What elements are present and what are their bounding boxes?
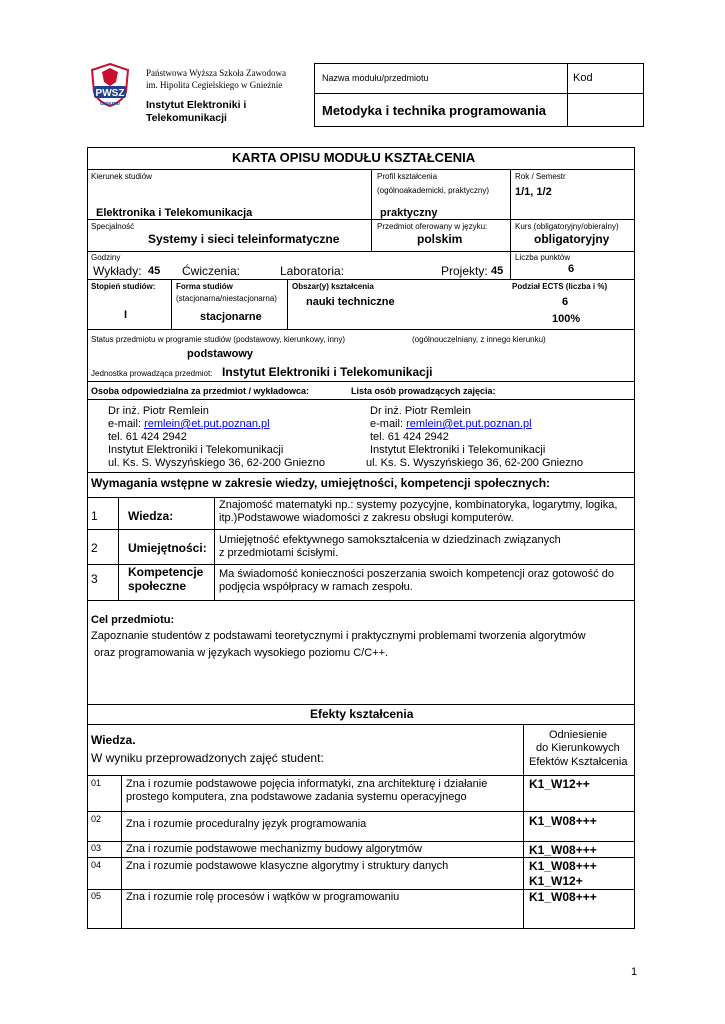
unit-value: Instytut Elektroniki i Telekomunikacji bbox=[222, 365, 433, 379]
requirement-text: Ma świadomość konieczności poszerzania swoich kompetencji oraz gotowość do podjęcia współpracy w ramach zespołu. bbox=[219, 568, 614, 593]
profile-label: Profil kształcenia bbox=[377, 172, 438, 181]
effect-ref: K1_W08+++ bbox=[529, 890, 597, 904]
requirement-text: Umiejętność efektywnego samokształcenia w dziedzinach związanych z przedmiotami ścisłymi. bbox=[219, 534, 561, 559]
language-label: Przedmiot oferowany w języku: bbox=[377, 222, 488, 231]
year-value: 1/1, 1/2 bbox=[515, 186, 552, 198]
profile-sub: (ogólnoakademicki, praktyczny) bbox=[377, 186, 490, 195]
card-title: KARTA OPISU MODUŁU KSZTAŁCENIA bbox=[232, 150, 476, 165]
goal-title: Cel przedmiotu: bbox=[91, 614, 175, 626]
teachers-label: Lista osób prowadzących zajęcia: bbox=[351, 386, 496, 396]
eagle-crest-icon bbox=[88, 62, 132, 108]
effect-text: Zna i rozumie proceduralny język programowania bbox=[126, 818, 367, 830]
email-prefix: e-mail: bbox=[370, 418, 407, 430]
profile-value: praktyczny bbox=[380, 207, 438, 219]
effect-text: Zna i rozumie podstawowe pojęcia informatyki, zna architekturę i działanie prostego komputera, zna podstawowe zadania systemu operacyjnego bbox=[126, 778, 488, 803]
requirement-name-line2: społeczne bbox=[128, 579, 187, 593]
code-label: Kod bbox=[573, 72, 593, 84]
effect-num: 03 bbox=[91, 843, 102, 853]
labs-label: Laboratoria: bbox=[280, 264, 345, 278]
requirement-text: Znajomość matematyki np.: systemy pozycyjne, kombinatoryka, logarytmy, logika, itp.)Podstawowe wiadomości z zakresu obsługi komputerów. bbox=[219, 499, 618, 524]
projects-label: Projekty: bbox=[441, 264, 488, 278]
language-value: polskim bbox=[417, 232, 463, 246]
teacher-email-link[interactable]: remlein@et.put.poznan.pl bbox=[406, 418, 532, 430]
institution-patron: im. Hipolita Cegielskiego w Gnieźnie bbox=[146, 80, 283, 90]
effect-num: 02 bbox=[91, 814, 102, 824]
course-type-label: Kurs (obligatoryjny/obieralny) bbox=[515, 222, 619, 231]
specialty-value: Systemy i sieci teleinformatyczne bbox=[148, 232, 340, 246]
institute-line1: Instytut Elektroniki i bbox=[146, 99, 247, 111]
effect-num: 01 bbox=[91, 778, 102, 788]
responsible-email-link[interactable]: remlein@et.put.poznan.pl bbox=[144, 418, 270, 430]
area-value: nauki techniczne bbox=[306, 296, 395, 308]
reference-line2: do Kierunkowych bbox=[536, 742, 620, 754]
reference-line3: Efektów Kształcenia bbox=[529, 756, 628, 768]
specialty-label: Specjalność bbox=[91, 222, 135, 231]
module-name: Metodyka i technika programowania bbox=[322, 103, 546, 118]
teacher-name: Dr inż. Piotr Remlein bbox=[370, 405, 471, 417]
form-sub: (stacjonarna/niestacjonarna) bbox=[176, 294, 277, 303]
requirement-num: 1 bbox=[91, 509, 98, 523]
requirement-name: Umiejętności: bbox=[128, 541, 207, 555]
form-label: Forma studiów bbox=[176, 282, 233, 291]
area-label: Obszar(y) kształcenia bbox=[292, 282, 374, 291]
effect-ref-2: K1_W12+ bbox=[529, 874, 583, 888]
institution-name: Państwowa Wyższa Szkoła Zawodowa bbox=[146, 68, 287, 78]
responsible-phone: tel. 61 424 2942 bbox=[108, 431, 187, 443]
requirement-num: 3 bbox=[91, 572, 98, 586]
requirement-name-line1: Kompetencje bbox=[128, 565, 204, 579]
teacher-institute: Instytut Elektroniki i Telekomunikacji bbox=[370, 444, 546, 456]
teacher-email-row bbox=[370, 418, 532, 431]
teacher-phone: tel. 61 424 2942 bbox=[370, 431, 449, 443]
effect-ref: K1_W12++ bbox=[529, 777, 590, 791]
effect-ref: K1_W08+++ bbox=[529, 814, 597, 828]
level-label: Stopień studiów: bbox=[91, 282, 156, 291]
institute-line2: Telekomunikacji bbox=[146, 112, 227, 124]
responsible-institute: Instytut Elektroniki i Telekomunikacji bbox=[108, 444, 284, 456]
page-number: 1 bbox=[631, 966, 638, 978]
field-of-study-label: Kierunek studiów bbox=[91, 172, 152, 181]
projects-value: 45 bbox=[491, 265, 504, 277]
form-value: stacjonarne bbox=[200, 311, 262, 323]
unit-label: Jednostka prowadząca przedmiot: bbox=[91, 369, 213, 378]
effect-text: Zna i rozumie podstawowe mechanizmy budowy algorytmów bbox=[126, 843, 422, 855]
goal-line2: oraz programowania w językach wysokiego poziomu C/C++. bbox=[94, 647, 389, 659]
knowledge-title: Wiedza. bbox=[91, 733, 136, 747]
responsible-name: Dr inż. Piotr Remlein bbox=[108, 405, 209, 417]
responsible-email-row bbox=[108, 418, 270, 431]
svg-text:PWSZ: PWSZ bbox=[95, 88, 125, 99]
hours-label: Godziny bbox=[91, 253, 121, 262]
effect-text: Zna i rozumie rolę procesów i wątków w programowaniu bbox=[126, 891, 400, 903]
points-label: Liczba punktów bbox=[515, 253, 571, 262]
lectures-label: Wykłady: bbox=[93, 264, 142, 278]
course-type-value: obligatoryjny bbox=[534, 232, 610, 246]
status-sub: (ogólnouczelniany, z innego kierunku) bbox=[412, 335, 546, 344]
effect-ref: K1_W08+++ bbox=[529, 843, 597, 857]
effect-num: 05 bbox=[91, 891, 102, 901]
ects-value: 6 bbox=[562, 296, 569, 308]
effect-num: 04 bbox=[91, 860, 102, 870]
status-value: podstawowy bbox=[187, 348, 254, 360]
goal-line1: Zapoznanie studentów z podstawami teoretycznymi i praktycznymi problemami tworzenia algorytmów bbox=[91, 630, 586, 642]
module-name-label: Nazwa modułu/przedmiotu bbox=[322, 73, 429, 83]
points-value: 6 bbox=[568, 263, 575, 275]
level-value: I bbox=[124, 309, 128, 321]
logo bbox=[88, 62, 132, 108]
requirement-num: 2 bbox=[91, 541, 98, 555]
effect-text: Zna i rozumie podstawowe klasyczne algorytmy i struktury danych bbox=[126, 860, 449, 872]
responsible-address: ul. Ks. S. Wyszyńskiego 36, 62-200 Gniezno bbox=[108, 457, 325, 469]
svg-text:Gniezno: Gniezno bbox=[100, 101, 120, 107]
exercises-label: Ćwiczenia: bbox=[182, 264, 241, 278]
knowledge-sub: W wyniku przeprowadzonych zajęć student: bbox=[91, 751, 324, 765]
email-prefix: e-mail: bbox=[108, 418, 145, 430]
ects-label: Podział ECTS (liczba i %) bbox=[512, 282, 608, 291]
reference-line1: Odniesienie bbox=[549, 729, 608, 741]
year-label: Rok / Semestr bbox=[515, 172, 566, 181]
requirements-title: Wymagania wstępne w zakresie wiedzy, umiejętności, kompetencji społecznych: bbox=[91, 476, 551, 490]
responsible-label: Osoba odpowiedzialna za przedmiot / wykładowca: bbox=[91, 386, 310, 396]
ects-percent: 100% bbox=[552, 313, 581, 325]
teacher-address: ul. Ks. S. Wyszyńskiego 36, 62-200 Gniezno bbox=[366, 457, 583, 469]
effects-title: Efekty kształcenia bbox=[310, 707, 414, 721]
lectures-value: 45 bbox=[148, 265, 161, 277]
status-label: Status przedmiotu w programie studiów (podstawowy, kierunkowy, inny) bbox=[91, 335, 346, 344]
requirement-name: Wiedza: bbox=[128, 509, 174, 523]
field-of-study: Elektronika i Telekomunikacja bbox=[96, 207, 253, 219]
effect-ref: K1_W08+++ bbox=[529, 859, 597, 873]
